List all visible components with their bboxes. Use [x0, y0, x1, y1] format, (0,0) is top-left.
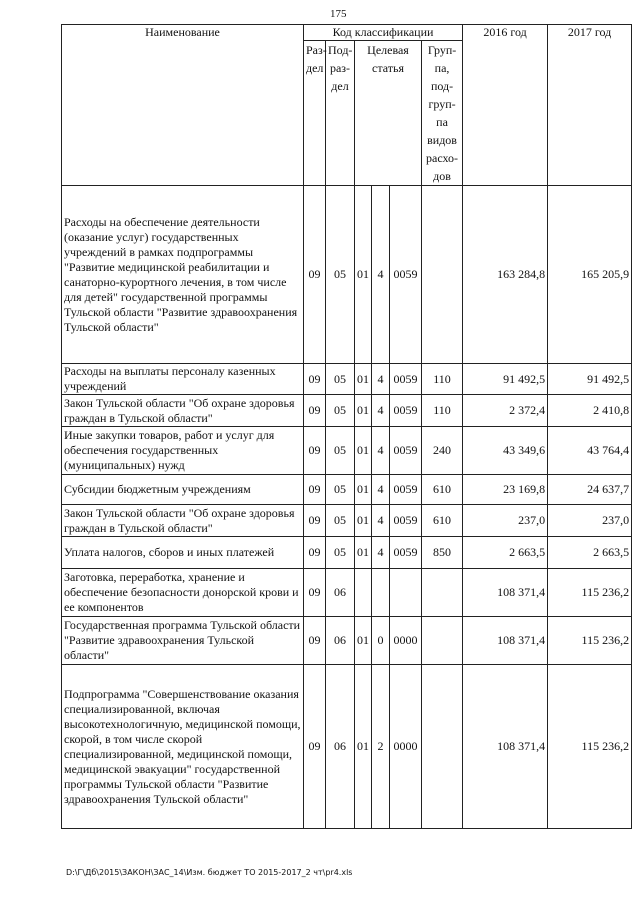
row-expense-group: 110 — [422, 395, 463, 427]
table-row — [62, 569, 632, 617]
row-amount-2017: 115 236,2 — [548, 665, 632, 829]
row-section: 09 — [304, 427, 326, 475]
header-name: Наименование — [62, 25, 304, 186]
row-target-direction: 0059 — [390, 364, 422, 395]
row-amount-2017: 165 205,9 — [548, 186, 632, 364]
row-name: Расходы на обеспечение деятельности (оказание услуг) государственных учреждений в рамках подпрограммы "Развитие медицинской реабилитации и санаторно-курортного лечения, в том числе для детей" государственной программы Тульской области "Развитие здравоохранения Тульской области" — [62, 186, 304, 364]
file-path-footer: D:\Г\Дб\2015\ЗАКОН\ЗАС_14\Изм. бюджет ТО 2015-2017_2 чт\pr4.xls — [66, 868, 353, 877]
budget-table — [61, 24, 632, 829]
row-subsection: 05 — [326, 395, 355, 427]
header-code-classification: Код классификации — [304, 25, 463, 41]
row-amount-2016: 23 169,8 — [463, 475, 548, 505]
row-subsection: 05 — [326, 364, 355, 395]
row-target-subprogram: 4 — [372, 505, 390, 537]
row-target-subprogram: 2 — [372, 665, 390, 829]
header-section: Раз-дел — [304, 41, 326, 186]
row-section: 09 — [304, 186, 326, 364]
row-expense-group: 110 — [422, 364, 463, 395]
row-amount-2017: 24 637,7 — [548, 475, 632, 505]
row-target-subprogram: 4 — [372, 186, 390, 364]
row-target-program: 01 — [355, 617, 372, 665]
row-section: 09 — [304, 395, 326, 427]
table-row — [62, 617, 632, 665]
row-subsection: 05 — [326, 186, 355, 364]
table-row — [62, 505, 632, 537]
row-target-direction — [390, 569, 422, 617]
table-row — [62, 537, 632, 569]
row-amount-2016: 43 349,6 — [463, 427, 548, 475]
row-target-subprogram: 4 — [372, 427, 390, 475]
row-expense-group: 610 — [422, 475, 463, 505]
row-target-program — [355, 569, 372, 617]
page-number: 175 — [330, 8, 347, 20]
row-amount-2016: 2 372,4 — [463, 395, 548, 427]
row-target-direction: 0059 — [390, 475, 422, 505]
row-target-program: 01 — [355, 364, 372, 395]
row-amount-2017: 115 236,2 — [548, 617, 632, 665]
row-section: 09 — [304, 569, 326, 617]
row-name: Закон Тульской области "Об охране здоровья граждан в Тульской области" — [62, 395, 304, 427]
row-section: 09 — [304, 364, 326, 395]
row-subsection: 05 — [326, 537, 355, 569]
row-target-program: 01 — [355, 395, 372, 427]
row-section: 09 — [304, 475, 326, 505]
table-row — [62, 395, 632, 427]
row-target-direction: 0000 — [390, 617, 422, 665]
row-target-program: 01 — [355, 537, 372, 569]
row-amount-2017: 43 764,4 — [548, 427, 632, 475]
row-amount-2017: 237,0 — [548, 505, 632, 537]
table-body — [62, 186, 632, 829]
row-amount-2017: 91 492,5 — [548, 364, 632, 395]
row-section: 09 — [304, 505, 326, 537]
row-expense-group: 610 — [422, 505, 463, 537]
row-name: Государственная программа Тульской области "Развитие здравоохранения Тульской области" — [62, 617, 304, 665]
row-amount-2016: 108 371,4 — [463, 665, 548, 829]
header-2016: 2016 год — [463, 25, 548, 186]
row-subsection: 06 — [326, 665, 355, 829]
row-target-direction: 0059 — [390, 427, 422, 475]
row-name: Субсидии бюджетным учреждениям — [62, 475, 304, 505]
row-name: Иные закупки товаров, работ и услуг для обеспечения государственных (муниципальных) нужд — [62, 427, 304, 475]
row-name: Заготовка, переработка, хранение и обеспечение безопасности донорской крови и ее компонентов — [62, 569, 304, 617]
row-amount-2017: 2 663,5 — [548, 537, 632, 569]
header-target-article: Целевая статья — [355, 41, 422, 186]
row-section: 09 — [304, 665, 326, 829]
row-subsection: 06 — [326, 617, 355, 665]
row-subsection: 05 — [326, 475, 355, 505]
row-target-subprogram: 4 — [372, 364, 390, 395]
row-name: Расходы на выплаты персоналу казенных учреждений — [62, 364, 304, 395]
header-2017: 2017 год — [548, 25, 632, 186]
row-target-subprogram: 4 — [372, 395, 390, 427]
table-row — [62, 427, 632, 475]
row-target-direction: 0059 — [390, 505, 422, 537]
row-amount-2017: 2 410,8 — [548, 395, 632, 427]
row-subsection: 05 — [326, 505, 355, 537]
row-target-program: 01 — [355, 427, 372, 475]
row-subsection: 06 — [326, 569, 355, 617]
row-target-subprogram — [372, 569, 390, 617]
row-target-program: 01 — [355, 186, 372, 364]
row-expense-group: 240 — [422, 427, 463, 475]
row-expense-group: 850 — [422, 537, 463, 569]
row-amount-2016: 2 663,5 — [463, 537, 548, 569]
row-expense-group — [422, 186, 463, 364]
row-target-program: 01 — [355, 665, 372, 829]
header-subsection: Под-раз-дел — [326, 41, 355, 186]
row-amount-2016: 108 371,4 — [463, 569, 548, 617]
row-expense-group — [422, 569, 463, 617]
table-row — [62, 364, 632, 395]
row-amount-2017: 115 236,2 — [548, 569, 632, 617]
row-expense-group — [422, 617, 463, 665]
row-amount-2016: 91 492,5 — [463, 364, 548, 395]
row-target-direction: 0059 — [390, 395, 422, 427]
row-name: Закон Тульской области "Об охране здоровья граждан в Тульской области" — [62, 505, 304, 537]
row-target-subprogram: 0 — [372, 617, 390, 665]
row-target-direction: 0059 — [390, 537, 422, 569]
row-name: Подпрограмма "Совершенствование оказания специализированной, включая высокотехнологичную, медицинской помощи, скорой, в том числе скорой специализированной, медицинской помощи, медицинской эвакуации" государственной программы Тульской области "Развитие здравоохранения Тульской области" — [62, 665, 304, 829]
row-target-program: 01 — [355, 505, 372, 537]
header-expense-group: Груп-па, под-груп-па видов расхо-дов — [422, 41, 463, 186]
row-amount-2016: 108 371,4 — [463, 617, 548, 665]
row-target-subprogram: 4 — [372, 537, 390, 569]
row-section: 09 — [304, 537, 326, 569]
row-target-direction: 0000 — [390, 665, 422, 829]
row-target-program: 01 — [355, 475, 372, 505]
row-amount-2016: 163 284,8 — [463, 186, 548, 364]
row-subsection: 05 — [326, 427, 355, 475]
row-expense-group — [422, 665, 463, 829]
row-amount-2016: 237,0 — [463, 505, 548, 537]
table-row — [62, 186, 632, 364]
row-target-direction: 0059 — [390, 186, 422, 364]
table-row — [62, 665, 632, 829]
row-name: Уплата налогов, сборов и иных платежей — [62, 537, 304, 569]
row-section: 09 — [304, 617, 326, 665]
row-target-subprogram: 4 — [372, 475, 390, 505]
table-row — [62, 475, 632, 505]
